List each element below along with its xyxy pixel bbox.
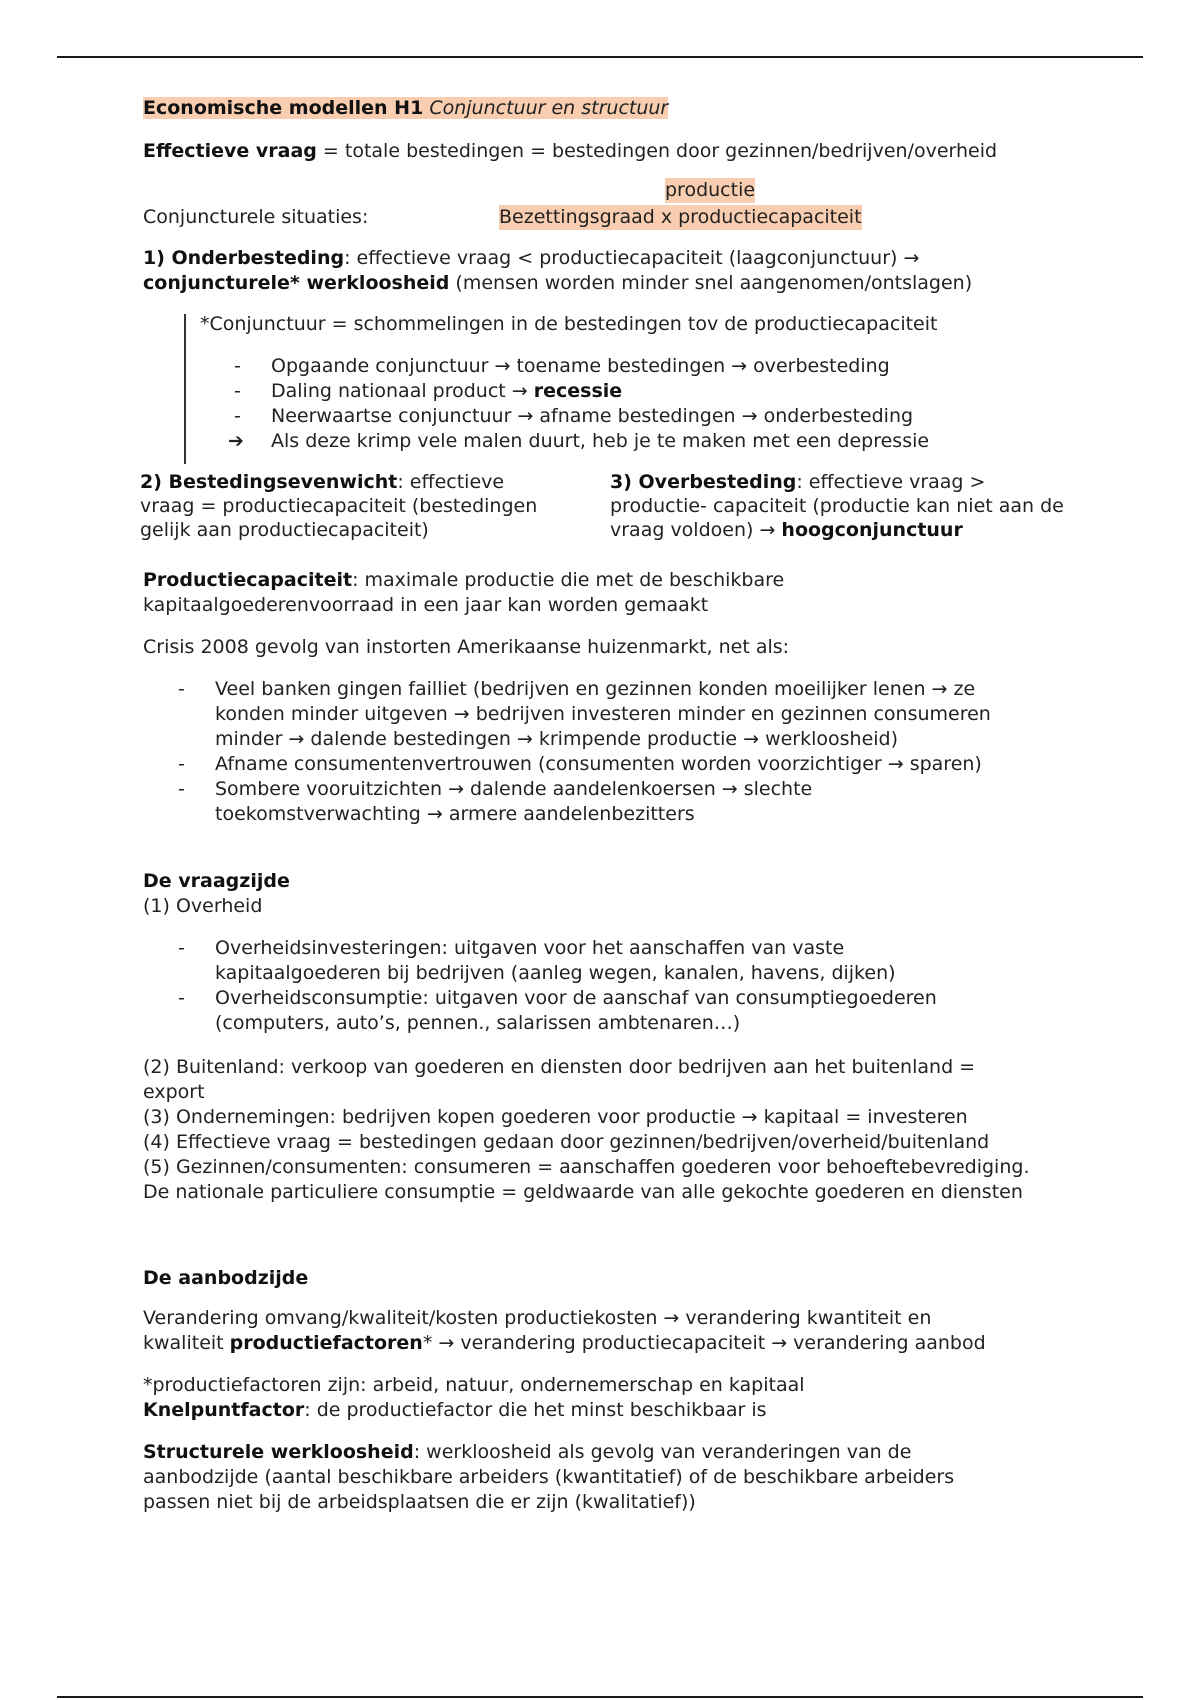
list-item bbox=[234, 379, 929, 404]
line: Verandering omvang/kwaliteit/kosten productiekosten → verandering kwantiteit en bbox=[143, 1307, 932, 1329]
line bbox=[143, 1331, 986, 1356]
text: vraag voldoen) → bbox=[610, 519, 782, 541]
crisis-intro: Crisis 2008 gevolg van instorten Amerikaanse huizenmarkt, net als: bbox=[143, 636, 790, 658]
line: (4) Effectieve vraag = bestedingen gedaan door gezinnen/bedrijven/overheid/buitenland bbox=[143, 1131, 990, 1153]
text: : effectieve vraag < productiecapaciteit (laagconjunctuur) → bbox=[344, 247, 920, 269]
line: Overheidsconsumptie: uitgaven voor de aanschaf van consumptiegoederen bbox=[215, 987, 937, 1009]
header-rule bbox=[57, 56, 1143, 58]
list-item bbox=[228, 429, 930, 454]
text: Daling nationaal product → bbox=[271, 380, 534, 402]
term: Structurele werkloosheid bbox=[143, 1441, 414, 1463]
structurele-werkloosheid-definition bbox=[143, 1440, 954, 1515]
line bbox=[143, 1440, 954, 1465]
text: : effectieve vraag > bbox=[796, 471, 986, 493]
bullet: - bbox=[234, 405, 241, 427]
line: Veel banken gingen failliet (bedrijven en gezinnen konden moeilijker lenen → ze bbox=[215, 678, 976, 700]
formula-bottom: Bezettingsgraad x productiecapaciteit bbox=[499, 206, 862, 228]
list-item bbox=[178, 986, 937, 1036]
onderbesteding-line2 bbox=[143, 271, 972, 296]
line bbox=[143, 568, 784, 593]
term: conjuncturele* werkloosheid bbox=[143, 272, 450, 294]
num: 1) bbox=[143, 247, 172, 269]
text: Opgaande conjunctuur → toename bestedingen → overbesteding bbox=[271, 355, 890, 377]
list-item bbox=[178, 936, 937, 986]
line: aanbodzijde (aantal beschikbare arbeiders (kwantitatief) of de beschikbare arbeiders bbox=[143, 1466, 955, 1488]
line: (3) Ondernemingen: bedrijven kopen goederen voor productie → kapitaal = investeren bbox=[143, 1106, 968, 1128]
productiecapaciteit-definition bbox=[143, 568, 784, 618]
aanbodzijde-heading bbox=[143, 1266, 308, 1291]
line: kapitaalgoederenvoorraad in een jaar kan worden gemaakt bbox=[143, 594, 709, 616]
line: (2) Buitenland: verkoop van goederen en diensten door bedrijven aan het buitenland = bbox=[143, 1056, 976, 1078]
overbesteding-block bbox=[610, 470, 1064, 542]
line: De nationale particuliere consumptie = geldwaarde van alle gekochte goederen en diensten bbox=[143, 1181, 1023, 1203]
page-title bbox=[143, 96, 668, 121]
term: hoogconjunctuur bbox=[781, 519, 963, 541]
aanbodzijde-text bbox=[143, 1306, 986, 1356]
heading-text: De aanbodzijde bbox=[143, 1267, 309, 1289]
line: konden minder uitgeven → bedrijven investeren minder en gezinnen consumeren bbox=[215, 703, 991, 725]
list-item bbox=[178, 752, 991, 777]
line: kapitaalgoederen bij bedrijven (aanleg wegen, kanalen, havens, dijken) bbox=[215, 962, 896, 984]
list-item bbox=[178, 677, 991, 752]
bullet: - bbox=[234, 355, 241, 377]
title-bold: Economische modellen H1 bbox=[143, 97, 424, 119]
text: = totale bestedingen = bestedingen door gezinnen/bedrijven/overheid bbox=[316, 140, 998, 162]
text: : effectieve bbox=[397, 471, 505, 493]
text: Neerwaartse conjunctuur → afname bestedingen → onderbesteding bbox=[271, 405, 914, 427]
term: Onderbesteding bbox=[171, 247, 345, 269]
term: Knelpuntfactor bbox=[143, 1399, 305, 1421]
effectieve-vraag-definition bbox=[143, 139, 997, 164]
term: Overbesteding bbox=[638, 471, 797, 493]
conjuncturele-situaties-label: Conjuncturele situaties: bbox=[143, 206, 369, 228]
num: 2) bbox=[140, 471, 169, 493]
line bbox=[140, 470, 537, 494]
bullet: - bbox=[178, 937, 185, 959]
term: Bestedingsevenwicht bbox=[168, 471, 398, 493]
line: toekomstverwachting → armere aandelenbezitters bbox=[215, 803, 695, 825]
line: vraag = productiecapaciteit (bestedingen bbox=[140, 495, 538, 517]
heading-text: De vraagzijde bbox=[143, 870, 290, 892]
text: : werkloosheid als gevolg van veranderingen van de bbox=[413, 1441, 912, 1463]
bullet: - bbox=[178, 678, 185, 700]
text: : maximale productie die met de beschikbare bbox=[352, 569, 785, 591]
bold-text: recessie bbox=[533, 380, 623, 402]
num: 3) bbox=[610, 471, 639, 493]
text: (mensen worden minder snel aangenomen/ontslagen) bbox=[449, 272, 973, 294]
text: kwaliteit bbox=[143, 1332, 230, 1354]
productiefactoren-note bbox=[143, 1373, 805, 1423]
bullet: - bbox=[178, 753, 185, 775]
line bbox=[610, 470, 1064, 494]
term: productiefactoren bbox=[229, 1332, 423, 1354]
line: (computers, auto’s, pennen., salarissen ambtenaren…) bbox=[215, 1012, 741, 1034]
footer-rule bbox=[57, 1696, 1143, 1698]
crisis-list bbox=[178, 677, 991, 827]
line: *productiefactoren zijn: arbeid, natuur, ondernemerschap en kapitaal bbox=[143, 1374, 805, 1396]
arrow-icon: ➔ bbox=[228, 430, 244, 452]
term: Effectieve vraag bbox=[143, 140, 317, 162]
overheid-label: (1) Overheid bbox=[143, 895, 263, 917]
list-item bbox=[234, 354, 929, 379]
vraagzijde-section bbox=[143, 869, 290, 919]
section-heading bbox=[143, 869, 290, 894]
bullet: - bbox=[178, 987, 185, 1009]
line bbox=[143, 1398, 805, 1423]
line: export bbox=[143, 1081, 205, 1103]
line: Sombere vooruitzichten → dalende aandelenkoersen → slechte bbox=[215, 778, 813, 800]
line bbox=[610, 518, 1064, 542]
formula-top: productie bbox=[665, 179, 756, 201]
list-item bbox=[234, 404, 929, 429]
line: productie- capaciteit (productie kan niet aan de bbox=[610, 495, 1064, 517]
conjunctuur-list bbox=[228, 354, 930, 454]
title-italic: Conjunctuur en structuur bbox=[429, 97, 669, 119]
overheid-list bbox=[178, 936, 937, 1036]
line: minder → dalende bestedingen → krimpende productie → werkloosheid) bbox=[215, 728, 899, 750]
bullet: - bbox=[178, 778, 185, 800]
list-item bbox=[178, 777, 991, 827]
line: (5) Gezinnen/consumenten: consumeren = aanschaffen goederen voor behoeftebevrediging. bbox=[143, 1156, 1030, 1178]
line: passen niet bij de arbeidsplaatsen die er zijn (kwalitatief)) bbox=[143, 1491, 696, 1513]
text: : de productiefactor die het minst beschikbaar is bbox=[304, 1399, 767, 1421]
conjunctuur-box-bar bbox=[184, 314, 186, 464]
bestedingsevenwicht-block bbox=[140, 470, 537, 542]
term: Productiecapaciteit bbox=[143, 569, 353, 591]
vraagzijde-lines bbox=[143, 1055, 1029, 1205]
conjunctuur-definition: *Conjunctuur = schommelingen in de bestedingen tov de productiecapaciteit bbox=[200, 313, 938, 335]
bullet: - bbox=[234, 380, 241, 402]
text: Als deze krimp vele malen duurt, heb je te maken met een depressie bbox=[271, 430, 930, 452]
onderbesteding-line1 bbox=[143, 246, 919, 271]
line: gelijk aan productiecapaciteit) bbox=[140, 519, 429, 541]
line: Overheidsinvesteringen: uitgaven voor het aanschaffen van vaste bbox=[215, 937, 845, 959]
text: * → verandering productiecapaciteit → verandering aanbod bbox=[422, 1332, 986, 1354]
line: Afname consumentenvertrouwen (consumenten worden voorzichtiger → sparen) bbox=[215, 753, 982, 775]
